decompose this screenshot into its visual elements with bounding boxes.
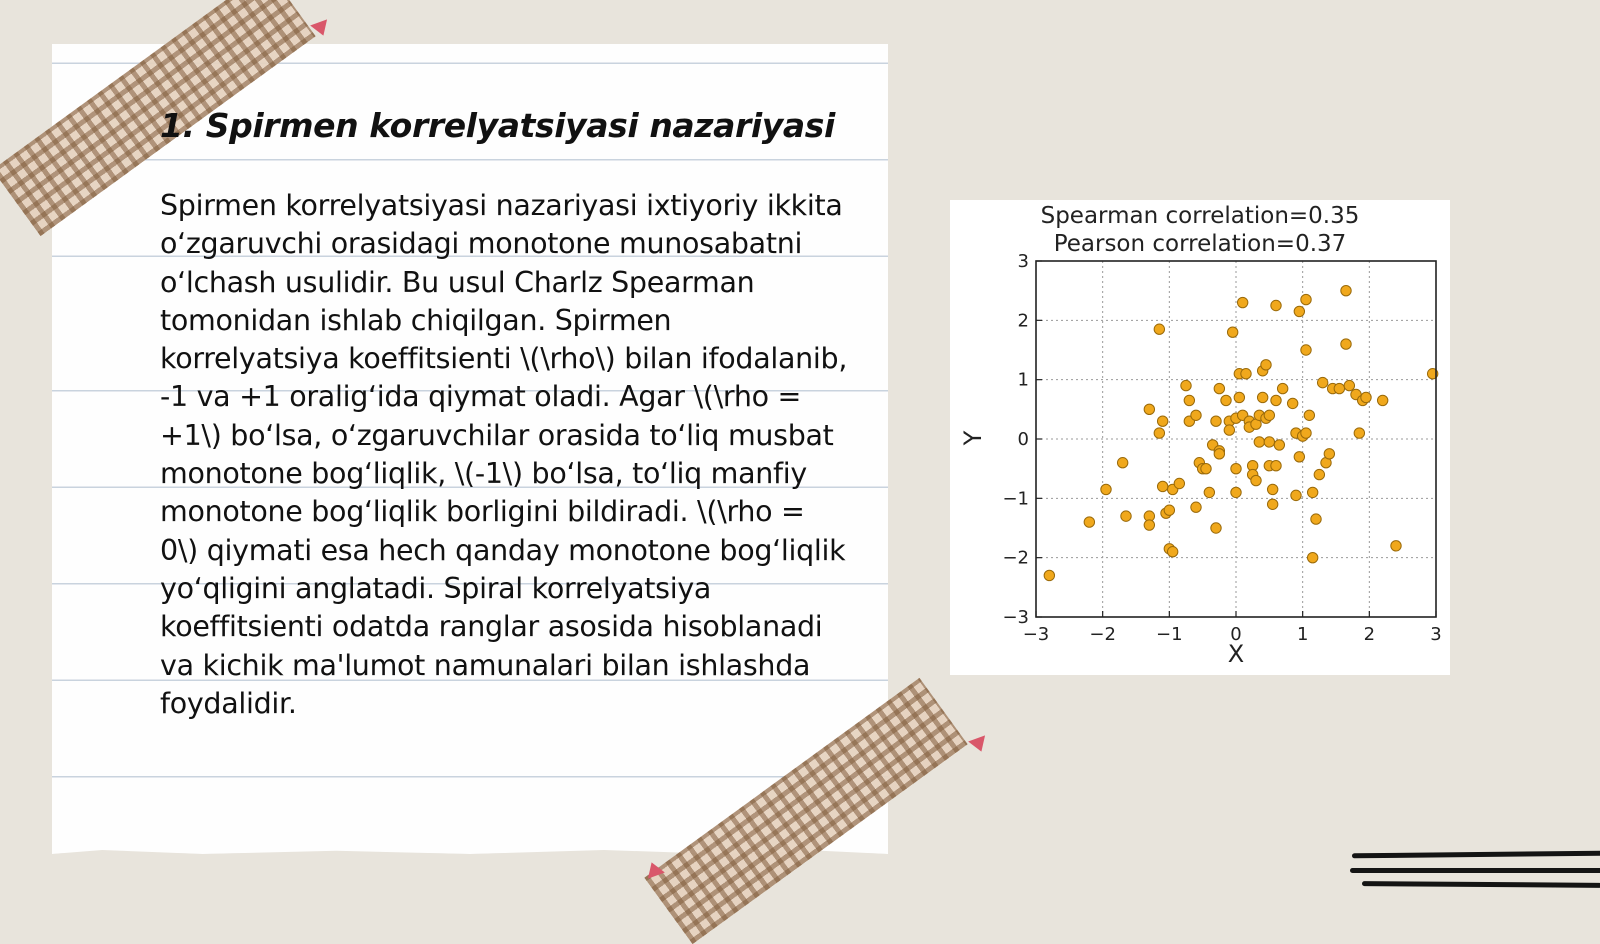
scatter-point <box>1204 487 1214 497</box>
scatter-point <box>1184 395 1194 405</box>
x-tick-label: 0 <box>1230 624 1242 645</box>
scatter-point <box>1311 514 1321 524</box>
scatter-point <box>1044 570 1054 580</box>
chart-subtitle: Pearson correlation=0.37 <box>1053 231 1347 257</box>
scatter-chart-card <box>950 200 1450 675</box>
y-tick-label: 2 <box>1017 310 1029 332</box>
brush-stroke-decoration <box>1352 851 1600 859</box>
scatter-point <box>1271 300 1281 310</box>
scatter-point <box>1181 380 1191 390</box>
scatter-point <box>1287 398 1297 408</box>
scatter-point <box>1301 428 1311 438</box>
scatter-point <box>1154 324 1164 334</box>
scatter-point <box>1277 383 1287 393</box>
scatter-point <box>1301 294 1311 304</box>
scatter-point <box>1167 547 1177 557</box>
x-tick-label: −3 <box>1022 624 1050 645</box>
x-axis-label: X <box>1227 640 1245 668</box>
x-tick-label: 1 <box>1296 624 1309 645</box>
y-tick-label: −1 <box>1002 488 1029 510</box>
scatter-point <box>1304 410 1314 420</box>
scatter-point <box>1214 383 1224 393</box>
x-tick-label: 2 <box>1363 624 1376 645</box>
scatter-point <box>1307 487 1317 497</box>
scatter-point <box>1234 392 1244 402</box>
scatter-point <box>1191 410 1201 420</box>
x-tick-label: 3 <box>1430 624 1442 645</box>
scatter-point <box>1264 410 1274 420</box>
y-tick-label: 1 <box>1017 369 1029 391</box>
scatter-point <box>1317 377 1327 387</box>
scatter-point <box>1144 520 1154 530</box>
scatter-point <box>1101 484 1111 494</box>
scatter-point <box>1211 416 1221 426</box>
scatter-point <box>1307 552 1317 562</box>
scatter-point <box>1237 297 1247 307</box>
scatter-point <box>1344 380 1354 390</box>
pin-icon <box>968 735 990 754</box>
chart-title: Spearman correlation=0.35 <box>1040 203 1360 229</box>
slide-body-text: Spirmen korrelyatsiyasi nazariyasi ixtiyoriy ikkita oʻzgaruvchi orasidagi monotone munosabatni oʻlchash usulidir. Bu usul Charlz Spearman tomonidan ishlab chiqilgan. Spirmen korrelyatsiya koeffitsienti \(\rho\) bilan ifodalanib, -1 va +1 oraligʻida qiymat oladi. Agar \(\rho = +1\) boʻlsa, oʻzgaruvchilar orasida toʻliq musbat monotone bogʻliqlik, \(-1\) boʻlsa, toʻliq manfiy monotone bogʻliqlik borligini bildiradi. \(\rho = 0\) qiymati esa hech qanday monotone bogʻliqlik yoʻqligini anglatadi. Spiral korrelyatsiya koeffitsienti odatda ranglar asosida hisoblanadi va kichik ma'lumot namunalari bilan ishlashda foydalidir. <box>160 189 848 720</box>
pin-icon <box>310 19 332 38</box>
scatter-point <box>1294 452 1304 462</box>
scatter-point <box>1121 511 1131 521</box>
scatter-point <box>1251 475 1261 485</box>
y-tick-label: −3 <box>1002 607 1029 628</box>
scatter-point <box>1157 481 1167 491</box>
scatter-point <box>1224 425 1234 435</box>
scatter-point <box>1294 306 1304 316</box>
scatter-chart <box>950 200 1450 675</box>
scatter-point <box>1341 339 1351 349</box>
scatter-point <box>1201 463 1211 473</box>
scatter-point <box>1271 395 1281 405</box>
scatter-point <box>1314 469 1324 479</box>
x-tick-label: −2 <box>1089 624 1116 645</box>
scatter-point <box>1231 487 1241 497</box>
scatter-point <box>1214 449 1224 459</box>
scatter-point <box>1261 360 1271 370</box>
scatter-point <box>1117 458 1127 468</box>
brush-stroke-decoration <box>1350 868 1600 873</box>
scatter-point <box>1267 499 1277 509</box>
y-tick-label: 3 <box>1017 251 1029 272</box>
scatter-point <box>1221 395 1231 405</box>
scatter-point <box>1174 478 1184 488</box>
scatter-point <box>1154 428 1164 438</box>
scatter-point <box>1227 327 1237 337</box>
scatter-point <box>1301 345 1311 355</box>
scatter-point <box>1264 437 1274 447</box>
scatter-point <box>1334 383 1344 393</box>
scatter-point <box>1144 404 1154 414</box>
scatter-point <box>1267 484 1277 494</box>
scatter-point <box>1361 392 1371 402</box>
scatter-point <box>1377 395 1387 405</box>
scatter-point <box>1271 461 1281 471</box>
scatter-point <box>1157 416 1167 426</box>
scatter-point <box>1211 523 1221 533</box>
scatter-point <box>1164 505 1174 515</box>
brush-stroke-decoration <box>1362 881 1600 888</box>
scatter-point <box>1291 490 1301 500</box>
scatter-point <box>1257 392 1267 402</box>
scatter-point <box>1324 449 1334 459</box>
scatter-point <box>1191 502 1201 512</box>
y-tick-label: 0 <box>1017 429 1029 450</box>
scatter-point <box>1391 541 1401 551</box>
scatter-point <box>1231 463 1241 473</box>
scatter-point <box>1341 285 1351 295</box>
scatter-point <box>1254 437 1264 447</box>
scatter-point <box>1241 369 1251 379</box>
y-tick-label: −2 <box>1002 547 1029 569</box>
slide-title: 1. Spirmen korrelyatsiyasi nazariyasi <box>160 106 835 145</box>
scatter-point <box>1274 440 1284 450</box>
scatter-point <box>1354 428 1364 438</box>
y-axis-label: Y <box>959 430 987 446</box>
scatter-point <box>1084 517 1094 527</box>
x-tick-label: −1 <box>1156 624 1183 645</box>
